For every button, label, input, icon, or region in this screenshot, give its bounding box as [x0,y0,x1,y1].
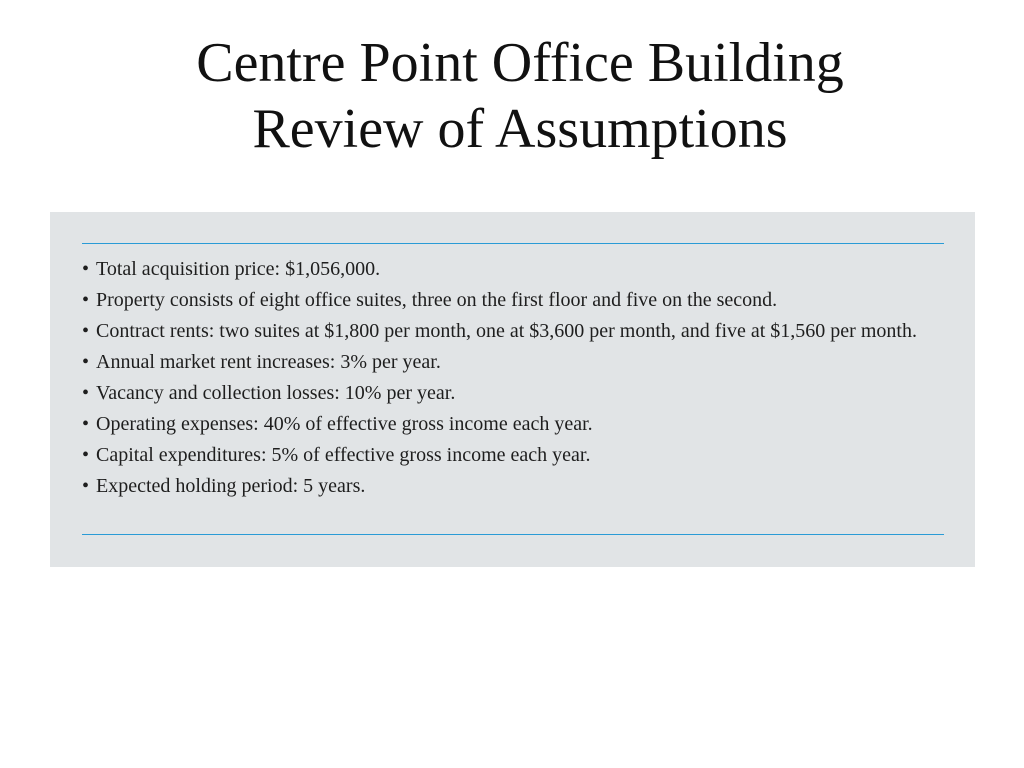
bullet-icon: • [82,258,90,280]
bullet-icon: • [82,320,90,342]
list-item-text: Contract rents: two suites at $1,800 per month, one at $3,600 per month, and five at $1,560 per month. [96,320,917,342]
list-item-text: Property consists of eight office suites, three on the first floor and five on the second. [96,289,778,311]
list-item-text: Operating expenses: 40% of effective gross income each year. [96,413,593,435]
title-line-1: Centre Point Office Building [196,32,844,94]
bullet-icon: • [82,413,90,435]
list-item [82,316,942,347]
list-item-text: Expected holding period: 5 years. [96,475,366,497]
list-item-text: Annual market rent increases: 3% per year. [96,351,441,373]
top-divider [82,243,944,244]
bullet-icon: • [82,444,90,466]
bottom-divider [82,534,944,535]
slide-title [0,30,1024,162]
assumptions-panel [50,212,975,567]
bullet-icon: • [82,382,90,404]
list-item [82,471,942,502]
list-item [82,285,942,316]
list-item [82,347,942,378]
list-item [82,254,942,285]
bullet-icon: • [82,289,90,311]
title-line-2: Review of Assumptions [252,98,788,160]
bullet-icon: • [82,475,90,497]
list-item [82,378,942,409]
assumptions-list [82,254,942,502]
list-item-text: Vacancy and collection losses: 10% per year. [96,382,456,404]
list-item-text: Capital expenditures: 5% of effective gross income each year. [96,444,591,466]
bullet-icon: • [82,351,90,373]
list-item-text: Total acquisition price: $1,056,000. [96,258,381,280]
list-item [82,409,942,440]
list-item [82,440,942,471]
